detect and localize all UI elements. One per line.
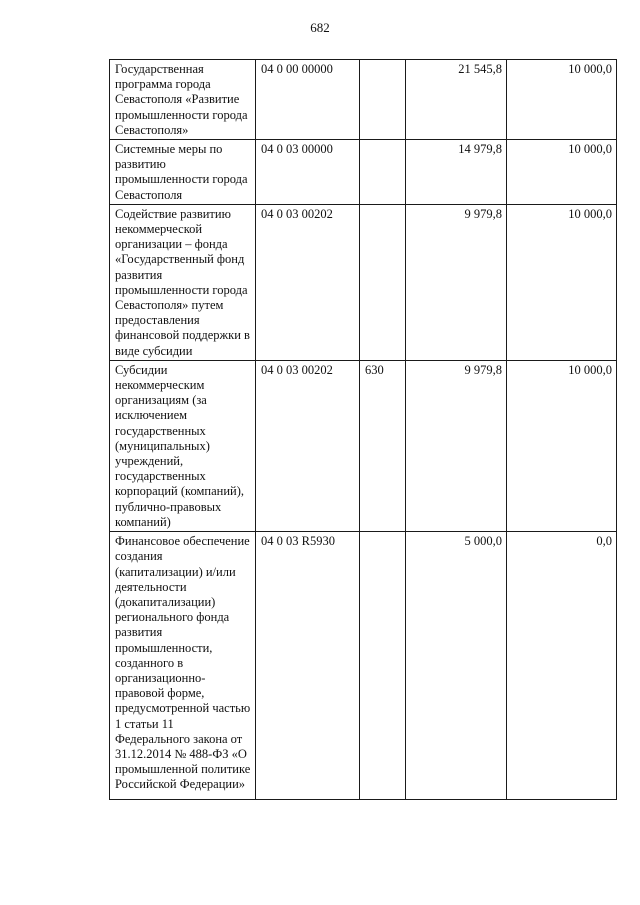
table-row (110, 360, 617, 531)
row-code: 04 0 03 00000 (256, 140, 360, 205)
row-value-2: 10 000,0 (507, 60, 617, 140)
row-name: Финансовое обеспечение создания (капитализации) и/или деятельности (докапитализации) регионального фонда развития промышленности, созданного в организационно-правовой форме, предусмотренной частью 1 статьи 11 Федерального закона от 31.12.2014 № 488-ФЗ «О промышленной политике Российской Федерации» (110, 532, 256, 800)
row-type (360, 204, 406, 360)
row-value-1: 9 979,8 (406, 360, 507, 531)
row-value-2: 0,0 (507, 532, 617, 800)
table-row (110, 60, 617, 140)
row-code: 04 0 03 00202 (256, 360, 360, 531)
row-type (360, 140, 406, 205)
table-row (110, 140, 617, 205)
row-value-1: 21 545,8 (406, 60, 507, 140)
row-name: Содействие развитию некоммерческой организации – фонда «Государственный фонд развития промышленности города Севастополя» путем предоставления финансовой поддержки в виде субсидии (110, 204, 256, 360)
row-value-1: 5 000,0 (406, 532, 507, 800)
row-name: Субсидии некоммерческим организациям (за исключением государственных (муниципальных) учреждений, государственных корпораций (компаний), публично-правовых компаний) (110, 360, 256, 531)
row-code: 04 0 03 R5930 (256, 532, 360, 800)
row-name: Государственная программа города Севастополя «Развитие промышленности города Севастополя» (110, 60, 256, 140)
budget-table (109, 59, 617, 800)
row-type (360, 60, 406, 140)
row-type: 630 (360, 360, 406, 531)
row-value-2: 10 000,0 (507, 140, 617, 205)
row-type (360, 532, 406, 800)
table-row (110, 204, 617, 360)
row-code: 04 0 00 00000 (256, 60, 360, 140)
row-value-1: 14 979,8 (406, 140, 507, 205)
row-value-1: 9 979,8 (406, 204, 507, 360)
table-row (110, 532, 617, 800)
row-value-2: 10 000,0 (507, 204, 617, 360)
row-name: Системные меры по развитию промышленности города Севастополя (110, 140, 256, 205)
row-code: 04 0 03 00202 (256, 204, 360, 360)
page-number: 682 (310, 20, 330, 35)
row-value-2: 10 000,0 (507, 360, 617, 531)
